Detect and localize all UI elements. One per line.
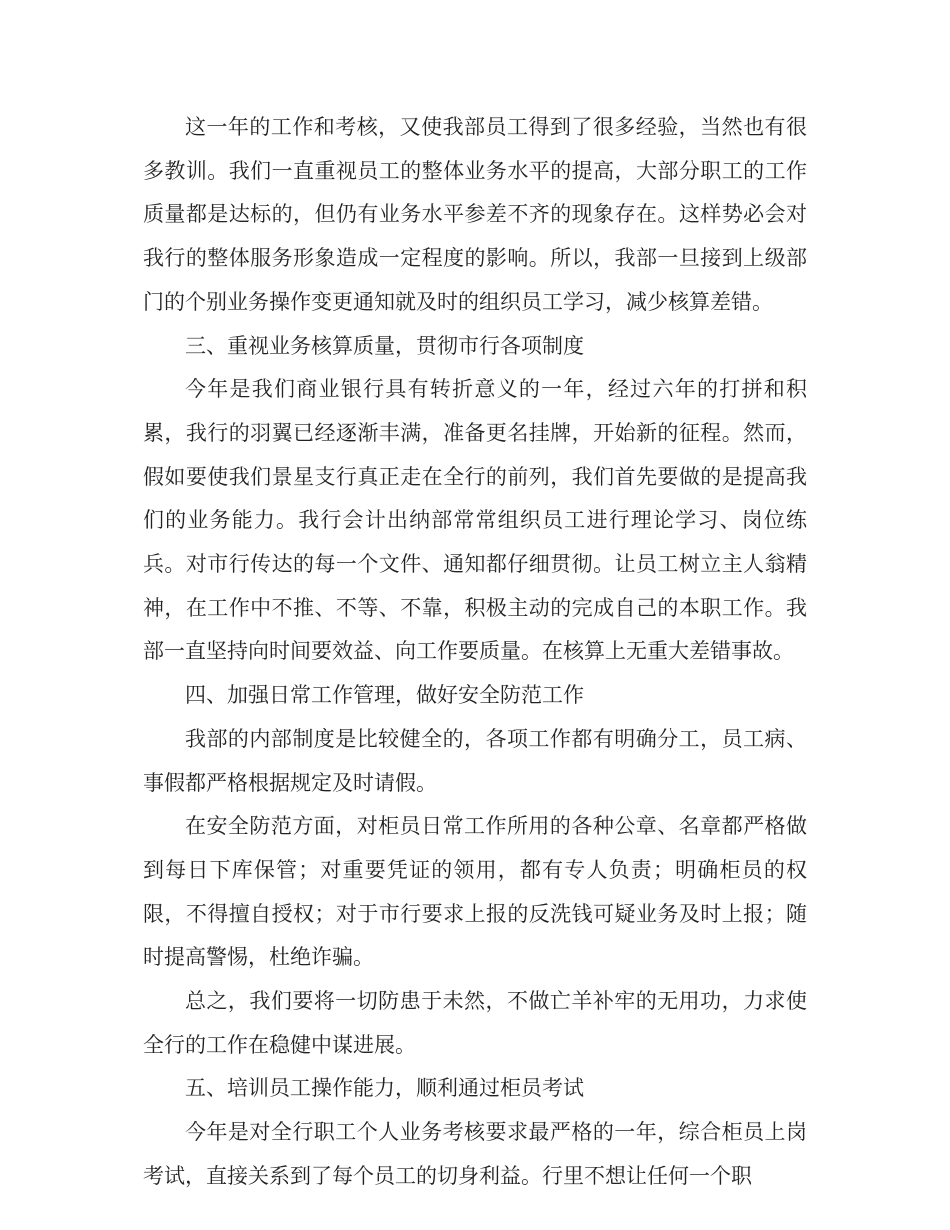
paragraph-summary: 总之，我们要将一切防患于未然，不做亡羊补牢的无用功，力求使全行的工作在稳健中谋进展。 bbox=[143, 989, 807, 1057]
document-body bbox=[143, 106, 807, 1199]
heading-section-4: 四、加强日常工作管理，做好安全防范工作 bbox=[185, 683, 584, 708]
paragraph-training: 今年是对全行职工个人业务考核要求最严格的一年，综合柜员上岗考试，直接关系到了每个员工的切身利益。行里不想让任何一个职 bbox=[143, 1120, 807, 1188]
paragraph-internal-rules: 我部的内部制度是比较健全的，各项工作都有明确分工，员工病、事假都严格根据规定及时请假。 bbox=[143, 726, 807, 795]
paragraph-experience: 这一年的工作和考核，又使我部员工得到了很多经验，当然也有很多教训。我们一直重视员工的整体业务水平的提高，大部分职工的工作质量都是达标的，但仍有业务水平参差不齐的现象存在。这样势必会对我行的整体服务形象造成一定程度的影响。所以，我部一旦接到上级部门的个别业务操作变更通知就及时的组织员工学习，减少核算差错。 bbox=[143, 115, 807, 314]
heading-section-3: 三、重视业务核算质量，贯彻市行各项制度 bbox=[185, 333, 584, 358]
heading-section-5: 五、培训员工操作能力，顺利通过柜员考试 bbox=[185, 1076, 584, 1101]
paragraph-business-quality: 今年是我们商业银行具有转折意义的一年，经过六年的打拼和积累，我行的羽翼已经逐渐丰满，准备更名挂牌，开始新的征程。然而，假如要使我们景星支行真正走在全行的前列，我们首先要做的是提高我们的业务能力。我行会计出纳部常常组织员工进行理论学习、岗位练兵。对市行传达的每一个文件、通知都仔细贯彻。让员工树立主人翁精神，在工作中不推、不等、不靠，积极主动的完成自己的本职工作。我部一直坚持向时间要效益、向工作要质量。在核算上无重大差错事故。 bbox=[143, 377, 807, 664]
paragraph-security: 在安全防范方面，对柜员日常工作所用的各种公章、名章都严格做到每日下库保管；对重要凭证的领用，都有专人负责；明确柜员的权限，不得擅自授权；对于市行要求上报的反洗钱可疑业务及时上报；随时提高警惕，杜绝诈骗。 bbox=[143, 814, 807, 970]
